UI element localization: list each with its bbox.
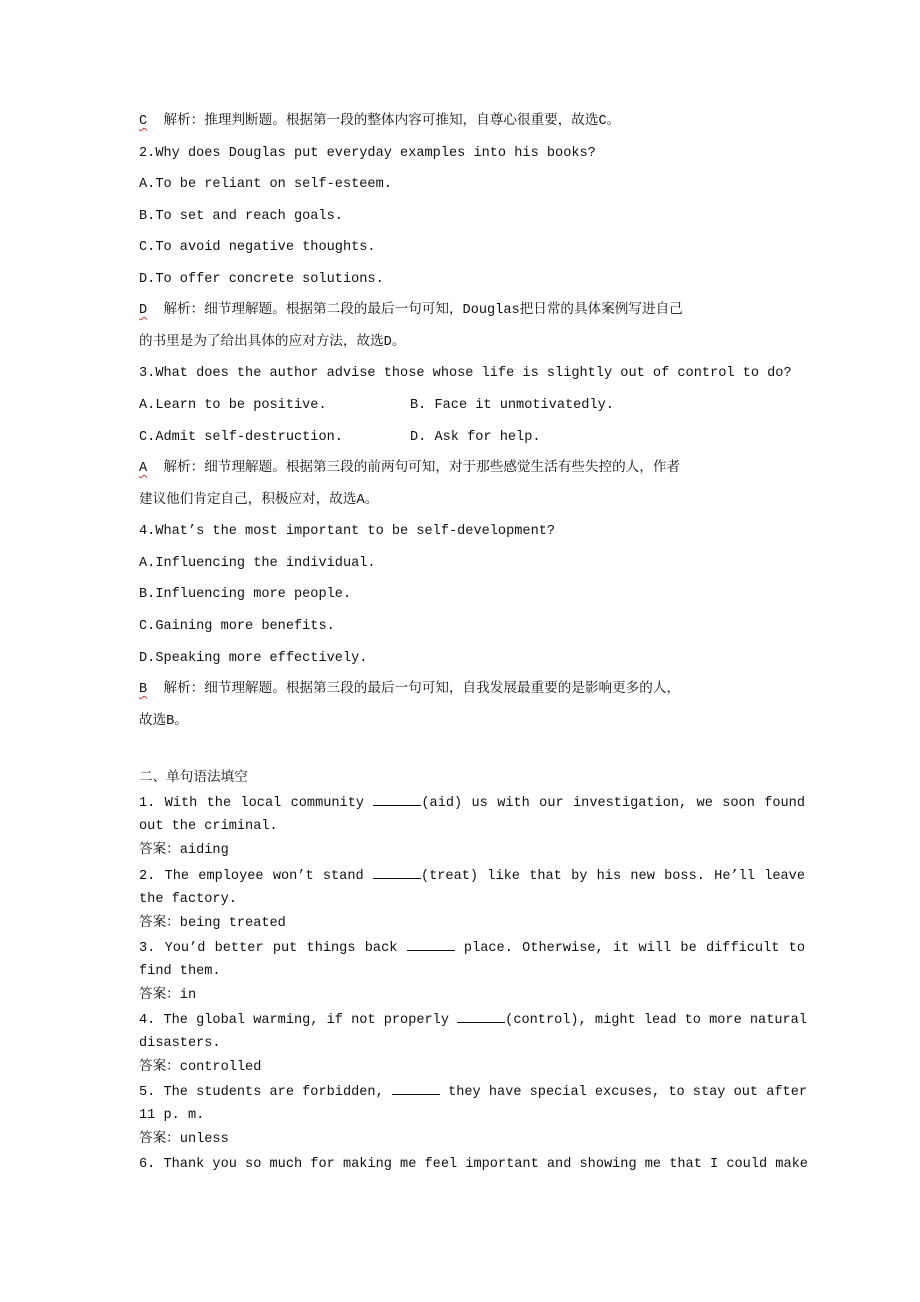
grammar-item-3: [139, 939, 805, 958]
item-text: 2. The employee won’t stand: [139, 869, 364, 884]
q2-option-d: D.To offer concrete solutions.: [139, 272, 384, 287]
q2-question: 2.Why does Douglas put everyday examples into his books?: [139, 146, 596, 161]
q3-explanation: [139, 460, 680, 478]
q4-explanation: [139, 681, 680, 699]
q4-option-c: C.Gaining more benefits.: [139, 619, 335, 634]
grammar-item-4-answer: 答案：controlled: [139, 1060, 262, 1075]
grammar-item-2-cont: the factory.: [139, 892, 237, 907]
grammar-item-2-answer: 答案：being treated: [139, 916, 286, 931]
grammar-item-6: [139, 1156, 808, 1174]
item-text: (aid) us with our investigation, we soon found: [421, 796, 805, 811]
q4-explanation-cont: 故选B。: [139, 714, 188, 729]
q3-option-c: C.Admit self-destruction.: [139, 430, 343, 445]
section-heading: 二、单句语法填空: [139, 771, 248, 786]
answer-blank: [392, 1083, 440, 1095]
q4-option-a: A.Influencing the individual.: [139, 556, 376, 571]
grammar-item-3-cont: find them.: [139, 964, 221, 979]
q3-option-d: D. Ask for help.: [410, 430, 541, 445]
grammar-item-1-cont: out the criminal.: [139, 819, 278, 834]
item-text: place. Otherwise, it will be difficult to: [463, 941, 805, 956]
grammar-item-2: [139, 867, 805, 886]
answer-blank: [457, 1011, 505, 1023]
item-text: 1. With the local community: [139, 796, 365, 811]
q2-explanation-cont: 的书里是为了给出具体的应对方法，故选D。: [139, 335, 406, 350]
grammar-item-1: [139, 794, 805, 813]
item-text: 3. You’d better put things back: [139, 941, 398, 956]
q4-option-b: B.Influencing more people.: [139, 587, 352, 602]
grammar-item-5-cont: 11 p. m.: [139, 1108, 205, 1123]
q2-option-a: A.To be reliant on self-esteem.: [139, 177, 392, 192]
q3-explanation-cont: 建议他们肯定自己，积极应对，故选A。: [139, 493, 379, 508]
item-text: (control), might lead to more natural: [505, 1013, 808, 1028]
explanation-text: 解析：细节理解题。根据第三段的前两句可知，对于那些感觉生活有些失控的人，作者: [147, 461, 681, 476]
item-text: 4. The global warming, if not properly: [139, 1013, 449, 1028]
grammar-item-5: [139, 1083, 808, 1102]
item-text: 5. The students are forbidden,: [139, 1085, 384, 1100]
answer-letter: C: [139, 114, 148, 129]
answer-blank: [373, 794, 421, 806]
item-text: they have special excuses, to stay out after: [448, 1085, 808, 1100]
q4-question: 4.What’s the most important to be self-development?: [139, 524, 556, 539]
answer-letter: A: [139, 461, 148, 476]
q1-explanation: [139, 113, 620, 131]
item-text: (treat) like that by his new boss. He’ll leave: [420, 869, 805, 884]
q3-option-b: B. Face it unmotivatedly.: [410, 398, 614, 413]
grammar-item-3-answer: 答案：in: [139, 988, 197, 1003]
grammar-item-4: [139, 1011, 808, 1030]
explanation-text: 解析：细节理解题。根据第二段的最后一句可知，Douglas把日常的具体案例写进自己: [147, 303, 683, 318]
q2-explanation: [139, 302, 683, 320]
explanation-text: 解析：细节理解题。根据第三段的最后一句可知，自我发展最重要的是影响更多的人，: [147, 682, 681, 697]
q2-option-c: C.To avoid negative thoughts.: [139, 240, 376, 255]
explanation-text: 解析：推理判断题。根据第一段的整体内容可推知，自尊心很重要，故选C。: [147, 114, 621, 129]
q3-question: 3.What does the author advise those whose life is slightly out of control to do?: [139, 366, 792, 381]
grammar-item-1-answer: 答案：aiding: [139, 843, 229, 858]
grammar-item-5-answer: 答案：unless: [139, 1132, 229, 1147]
q2-option-b: B.To set and reach goals.: [139, 209, 343, 224]
q4-option-d: D.Speaking more effectively.: [139, 651, 368, 666]
answer-letter: D: [139, 303, 148, 318]
q3-option-a: A.Learn to be positive.: [139, 398, 327, 413]
answer-blank: [407, 939, 455, 951]
item-text: 6. Thank you so much for making me feel important and showing me that I could make: [139, 1157, 808, 1172]
answer-letter: B: [139, 682, 148, 697]
grammar-item-4-cont: disasters.: [139, 1036, 221, 1051]
answer-blank: [373, 867, 421, 879]
